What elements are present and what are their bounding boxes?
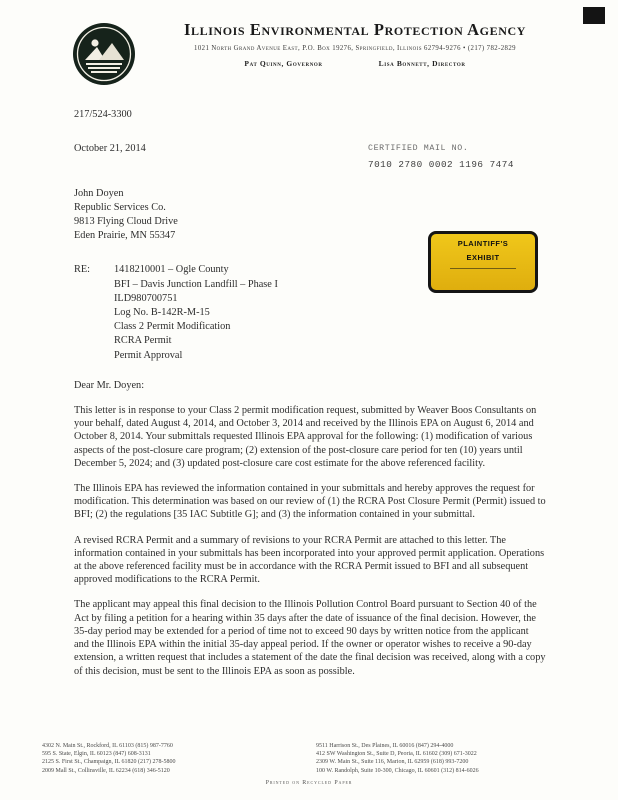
re-line: BFI – Davis Junction Landfill – Phase I <box>114 278 278 290</box>
recipient-street: 9813 Flying Cloud Drive <box>74 216 178 228</box>
recipient-address-block <box>74 187 546 244</box>
letter-body <box>74 108 546 678</box>
office-address: 595 S. State, Elgin, IL 60123 (847) 608-3131 <box>42 751 151 758</box>
certified-mail-label: CERTIFIED MAIL NO. <box>368 144 469 154</box>
date-row <box>74 142 546 171</box>
letterhead-text <box>162 20 548 68</box>
offices-left-column <box>42 742 316 775</box>
re-line: Log No. B-142R-M-15 <box>114 307 210 319</box>
iepa-seal-logo <box>72 22 136 86</box>
body-paragraph: The applicant may appeal this final decision to the Illinois Pollution Control Board pursuant to Section 40 of the Act by filing a petition for a hearing within 35 days after the date of issuance of the final decision. However, the 35-day period may be extended for a period of time not to exceed 90 days by written notice from the applicant and the Illinois EPA within the initial 35-day appeal period. If the owner or operator wishes to receive a 90-day extension, a written request that includes a statement of the date the final decision was received, along with a copy of this decision, must be sent to the Illinois EPA as soon as possible. <box>74 599 546 677</box>
office-address: 412 SW Washington St., Suite D, Peoria, IL 61602 (309) 671-3022 <box>316 751 477 758</box>
exhibit-sticker-label-line1: PLAINTIFF'S <box>457 239 509 248</box>
regional-offices-footer <box>42 742 590 775</box>
scan-artifact-mark <box>583 7 605 24</box>
letterhead <box>70 20 548 68</box>
re-line: 1418210001 – Ogle County <box>114 264 229 276</box>
re-block <box>74 263 546 362</box>
office-address: 9511 Harrison St., Des Plaines, IL 60016 (847) 294-4000 <box>316 743 454 749</box>
letter-date: October 21, 2014 <box>74 143 146 155</box>
office-address: 100 W. Randolph, Suite 10-300, Chicago, IL 60601 (312) 814-6026 <box>316 767 479 774</box>
office-address: 2309 W. Main St., Suite 116, Marion, IL 62959 (618) 993-7200 <box>316 759 469 766</box>
body-paragraph: A revised RCRA Permit and a summary of revisions to your RCRA Permit are attached to this letter. The information contained in your submittals has been incorporated into your approved permit application. Operations at the above referenced facility must be in accordance with the RCRA Permit issued to BFI and all subsequent approved modifications to the RCRA Permit. <box>74 534 545 586</box>
offices-right-column <box>316 742 590 775</box>
office-address: 4302 N. Main St., Rockford, IL 61103 (815) 987-7760 <box>42 743 173 749</box>
office-address: 2125 S. First St., Champaign, IL 61820 (217) 278-5800 <box>42 759 176 766</box>
phone-number: 217/524-3300 <box>74 109 132 120</box>
recipient-city: Eden Prairie, MN 55347 <box>74 230 176 242</box>
re-lines <box>114 263 278 362</box>
governor-name: Pat Quinn, Governor <box>244 59 323 68</box>
re-line: Permit Approval <box>114 349 183 361</box>
re-line: ILD980700751 <box>114 292 178 304</box>
certified-mail-block <box>368 142 546 171</box>
body-paragraph: The Illinois EPA has reviewed the information contained in your submittals and hereby approves the request for modification. This determination was based on our review of (1) the RCRA Post Closure Permit (Permit) issued to BFI; (2) the regulations [35 IAC Subtitle G]; and (3) the information contained in your submittal. <box>74 483 546 521</box>
re-line: Class 2 Permit Modification <box>114 321 231 333</box>
recipient-name: John Doyen <box>74 187 124 199</box>
recycled-paper-note: Printed on Recycled Paper <box>265 780 353 786</box>
certified-mail-number: 7010 2780 0002 1196 7474 <box>368 159 514 171</box>
recipient-company: Republic Services Co. <box>74 201 166 213</box>
office-address: 2009 Mall St., Collinsville, IL 62234 (618) 346-5120 <box>42 767 170 774</box>
officials-row <box>162 59 548 68</box>
body-paragraph: This letter is in response to your Class 2 permit modification request, submitted by Weaver Boos Consultants on your behalf, dated August 4, 2014, and October 3, 2014 and received by the Illinois EPA on August 6, 2014 and October 8, 2014. Your submittals requested Illinois EPA approval for the following: (1) modification of various aspects of the post-closure care program; (2) extension of the post-closure care period for ten (10) years until December 5, 2024; and (3) updated post-closure care cost estimate for the above referenced facility. <box>74 405 537 469</box>
exhibit-sticker-label-line2: EXHIBIT <box>466 253 500 262</box>
salutation: Dear Mr. Doyen: <box>74 379 145 391</box>
re-line: RCRA Permit <box>114 335 172 347</box>
re-label: RE: <box>74 264 91 276</box>
director-name: Lisa Bonnett, Director <box>378 59 466 68</box>
agency-address: 1021 North Grand Avenue East, P.O. Box 19276, Springfield, Illinois 62794-9276 • (217) 782-2829 <box>194 45 516 52</box>
agency-name: Illinois Environmental Protection Agency <box>183 20 527 39</box>
